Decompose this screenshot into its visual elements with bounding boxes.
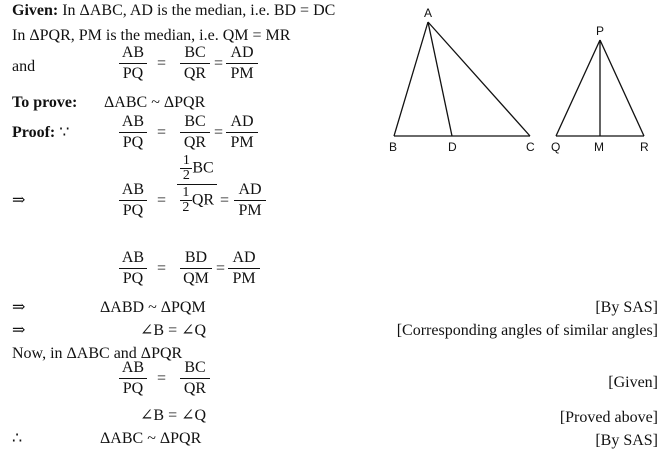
ratio-ab-pq-4: AB PQ xyxy=(119,249,147,288)
half-qr-coefficient: $\frac{1}{2}$ xyxy=(180,186,192,215)
similarity-abd-pqm: ΔABD ~ ΔPQM xyxy=(100,299,206,316)
ratio-bc-qr-2: BC QR xyxy=(180,113,210,152)
given-line-1 xyxy=(12,2,335,20)
vertex-q-label: Q xyxy=(551,140,561,154)
and-word: and xyxy=(12,58,36,75)
given-line-2: In ΔPQR, PM is the median, i.e. QM = MR xyxy=(12,27,291,44)
point-d-label: D xyxy=(448,140,457,154)
ratio-bc-qr-1: BC QR xyxy=(180,44,210,83)
median-ad xyxy=(428,22,452,136)
triangle-pqr xyxy=(556,40,644,136)
implies-symbol: ⇒ xyxy=(12,299,26,316)
side-pq xyxy=(556,40,600,136)
point-m-label: M xyxy=(594,140,604,154)
half-bc-coefficient: $\frac{1}{2}$ xyxy=(180,154,192,183)
equals-sign: = xyxy=(157,124,167,141)
equals-sign: = xyxy=(157,192,167,209)
ratio-ab-pq-3: AB PQ xyxy=(119,181,147,220)
given-label: Given: xyxy=(12,2,59,19)
equals-sign: = xyxy=(216,260,226,277)
vertex-b-label: B xyxy=(389,140,398,154)
proof-label: Proof: xyxy=(12,124,56,141)
reason-by-sas-1: [By SAS] xyxy=(595,299,658,316)
to-prove-label: To prove: xyxy=(12,94,78,111)
ratio-bd-qm: BD QM xyxy=(180,249,212,288)
equals-sign: = xyxy=(157,370,167,387)
triangle-abc xyxy=(394,22,530,136)
ratio-bc-qr-5: BC QR xyxy=(180,359,210,398)
now-line: Now, in ΔABC and ΔPQR xyxy=(12,345,183,362)
angle-b-equals-q-1: ∠B = ∠Q xyxy=(140,322,207,339)
reason-given: [Given] xyxy=(608,374,658,391)
vertex-r-label: R xyxy=(640,140,649,154)
ratio-ad-pm-1: AD PM xyxy=(226,44,258,83)
side-pr xyxy=(600,40,644,136)
ratio-ab-pq-1: AB PQ xyxy=(119,44,147,83)
therefore-symbol: ∴ xyxy=(12,430,23,447)
to-prove-statement: ΔABC ~ ΔPQR xyxy=(104,94,206,111)
equals-sign: = xyxy=(157,260,167,277)
equals-sign: = xyxy=(220,192,230,209)
equals-sign: = xyxy=(157,55,167,72)
because-symbol: ∵ xyxy=(59,124,70,141)
given-text-1: In ΔABC, AD is the median, i.e. BD = DC xyxy=(62,2,336,19)
implies-symbol: ⇒ xyxy=(12,192,26,209)
triangles-figure xyxy=(380,0,666,160)
side-ab xyxy=(394,22,428,136)
equals-sign: = xyxy=(214,55,224,72)
equals-sign: = xyxy=(214,124,224,141)
ratio-ad-pm-3: AD PM xyxy=(234,181,266,220)
ratio-ad-pm-4: AD PM xyxy=(228,249,260,288)
reason-proved-above: [Proved above] xyxy=(559,409,658,426)
side-ac xyxy=(428,22,530,136)
angle-b-equals-q-2: ∠B = ∠Q xyxy=(140,407,207,424)
implies-symbol: ⇒ xyxy=(12,322,26,339)
vertex-a-label: A xyxy=(424,6,433,20)
ratio-ad-pm-2: AD PM xyxy=(226,113,258,152)
ratio-ab-pq-5: AB PQ xyxy=(119,359,147,398)
reason-corresponding-angles: [Corresponding angles of similar angles] xyxy=(396,322,658,339)
proof-line xyxy=(12,124,69,142)
similarity-abc-pqr: ΔABC ~ ΔPQR xyxy=(100,430,202,447)
vertex-p-label: P xyxy=(596,24,605,38)
vertex-c-label: C xyxy=(526,140,535,154)
ratio-half-bc-half-qr: $\frac{1}{2}$ BC $\frac{1}{2}$ QR xyxy=(177,154,217,215)
reason-by-sas-2: [By SAS] xyxy=(595,432,658,449)
ratio-ab-pq-2: AB PQ xyxy=(119,113,147,152)
